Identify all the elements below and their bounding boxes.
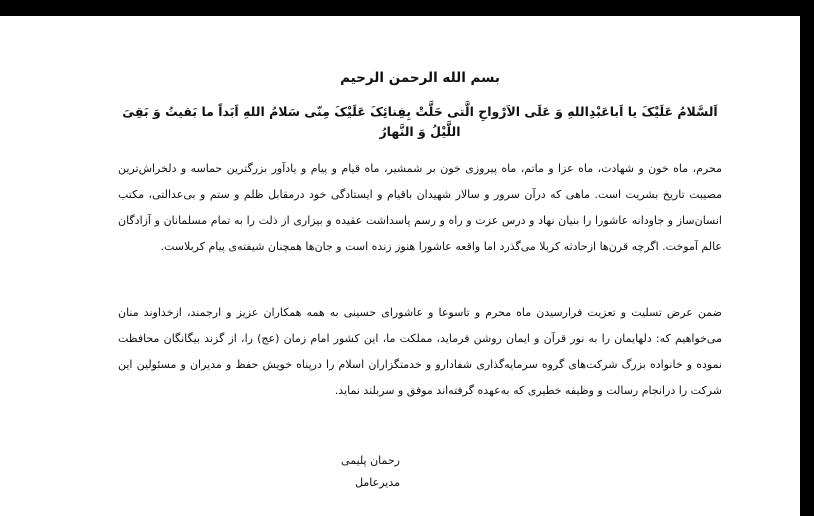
signature-name: رحمان پلیمی (341, 454, 400, 467)
letter-body (118, 68, 722, 404)
document-page (0, 16, 800, 516)
signature-block (290, 450, 400, 494)
salam-line: اَلسَّلامُ عَلَیْکَ یا اَباعَبْدِاللهِ وَ عَلَی الاَرْواحِ الَّتی حَلَّتْ بِفِنائِکَ عَلَیْکَ مِنّی سَلامُ اللهِ اَبَداً ما بَقیتُ وَ بَقِیَ اللَّیْلُ وَ النَّهارُ (122, 104, 718, 139)
paragraph-muharram: محرم، ماه خون و شهادت، ماه عزا و ماتم، ماه پیروزی خون بر شمشیر، ماه قیام و پیام و یادآور بزرگترین حماسه و دلخراش‌ترین مصیبت تاریخ بشریت است. ماهی که درآن سرور و سالار شهیدان باقیام و ایستادگی خود درمقابل ظلم و ستم و بی‌عدالتی، مکتب انسان‌ساز و جاودانه عاشورا را بنیان نهاد و درس عزت و راه و رسم پاسداشت عقیده و بیزاری از ذلت را به تمام مسلمانان و آزادگان عالم آموخت. اگرچه قرن‌ها ازحادثه کربلا می‌گذرد اما واقعه عاشورا هنوز زنده است و جان‌ها همچنان شیفته‌ی پیام کربلاست. (118, 162, 722, 253)
basmala-heading: بسم الله الرحمن الرحیم (340, 70, 500, 86)
signature-title: مدیرعامل (355, 476, 400, 489)
paragraph-condolence: ضمن عرض تسلیت و تعزیت فرارسیدن ماه محرم و تاسوعا و عاشورای حسینی به همه همکاران عزیز و ارجمند، ازخداوند منان می‌خواهیم که: دلهایمان را به نور قرآن و ایمان روشن فرماید، مملکت ما، این کشور امام زمان (عج) را، از گزند بیگانگان محافظت نموده و خانواده بزرگ شرکت‌های گروه سرمایه‌گذاری شفادارو و خدمتگزاران اسلام را درپناه خویش حفظ و مدیران و مسئولین این شرکت را درانجام رسالت و وظیفه خطیری که به‌عهده گرفته‌اند موفق و سربلند نماید. (118, 306, 722, 397)
